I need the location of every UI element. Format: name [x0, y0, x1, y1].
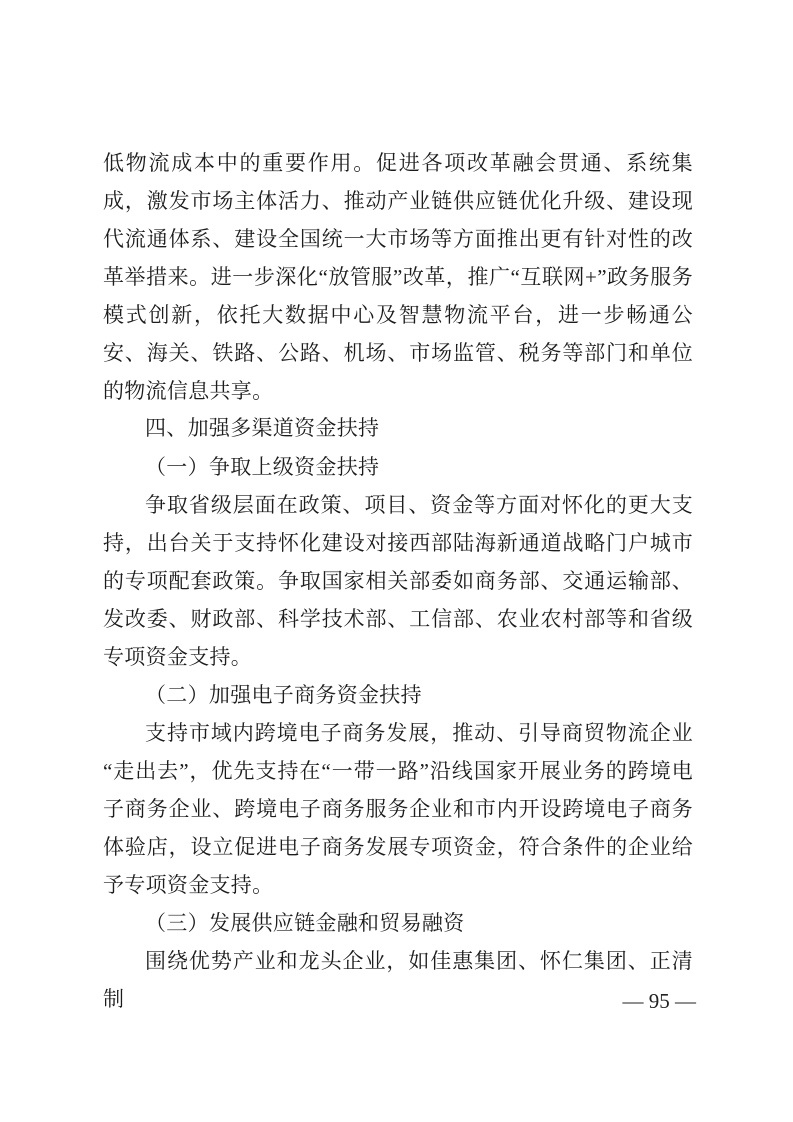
- section-heading: 四、加强多渠道资金扶持: [145, 417, 380, 440]
- subsection-heading: （三）发展供应链金融和贸易融资: [145, 911, 465, 935]
- page-content: [103, 144, 693, 1018]
- paragraph: 低物流成本中的重要作用。促进各项改革融会贯通、系统集成，激发市场主体活力、推动产业链供应链优化升级、建设现代流通体系、建设全国统一大市场等方面推出更有针对性的改革举措来。进一步深化“放管服”改革，推广“互联网+”政务服务模式创新，依托大数据中心及智慧物流平台，进一步畅通公安、海关、铁路、公路、机场、市场监管、税务等部门和单位的物流信息共享。: [103, 151, 693, 403]
- subsection-heading: （一）争取上级资金扶持: [145, 455, 380, 479]
- page-number: — 95 —: [622, 989, 696, 1013]
- paragraph: 支持市域内跨境电子商务发展，推动、引导商贸物流企业“走出去”，优先支持在“一带一路”沿线国家开展业务的跨境电子商务企业、跨境电子商务服务企业和市内开设跨境电子商务体验店，设立促进电子商务发展专项资金，符合条件的企业给予专项资金支持。: [103, 721, 693, 897]
- paragraph: 争取省级层面在政策、项目、资金等方面对怀化的更大支持，出台关于支持怀化建设对接西部陆海新通道战略门户城市的专项配套政策。争取国家相关部委如商务部、交通运输部、发改委、财政部、科学技术部、工信部、农业农村部等和省级专项资金支持。: [103, 493, 693, 669]
- subsection-heading: （二）加强电子商务资金扶持: [145, 683, 422, 707]
- page-footer: [623, 986, 697, 1016]
- paragraph: 围绕优势产业和龙头企业，如佳惠集团、怀仁集团、正清制: [103, 949, 693, 1011]
